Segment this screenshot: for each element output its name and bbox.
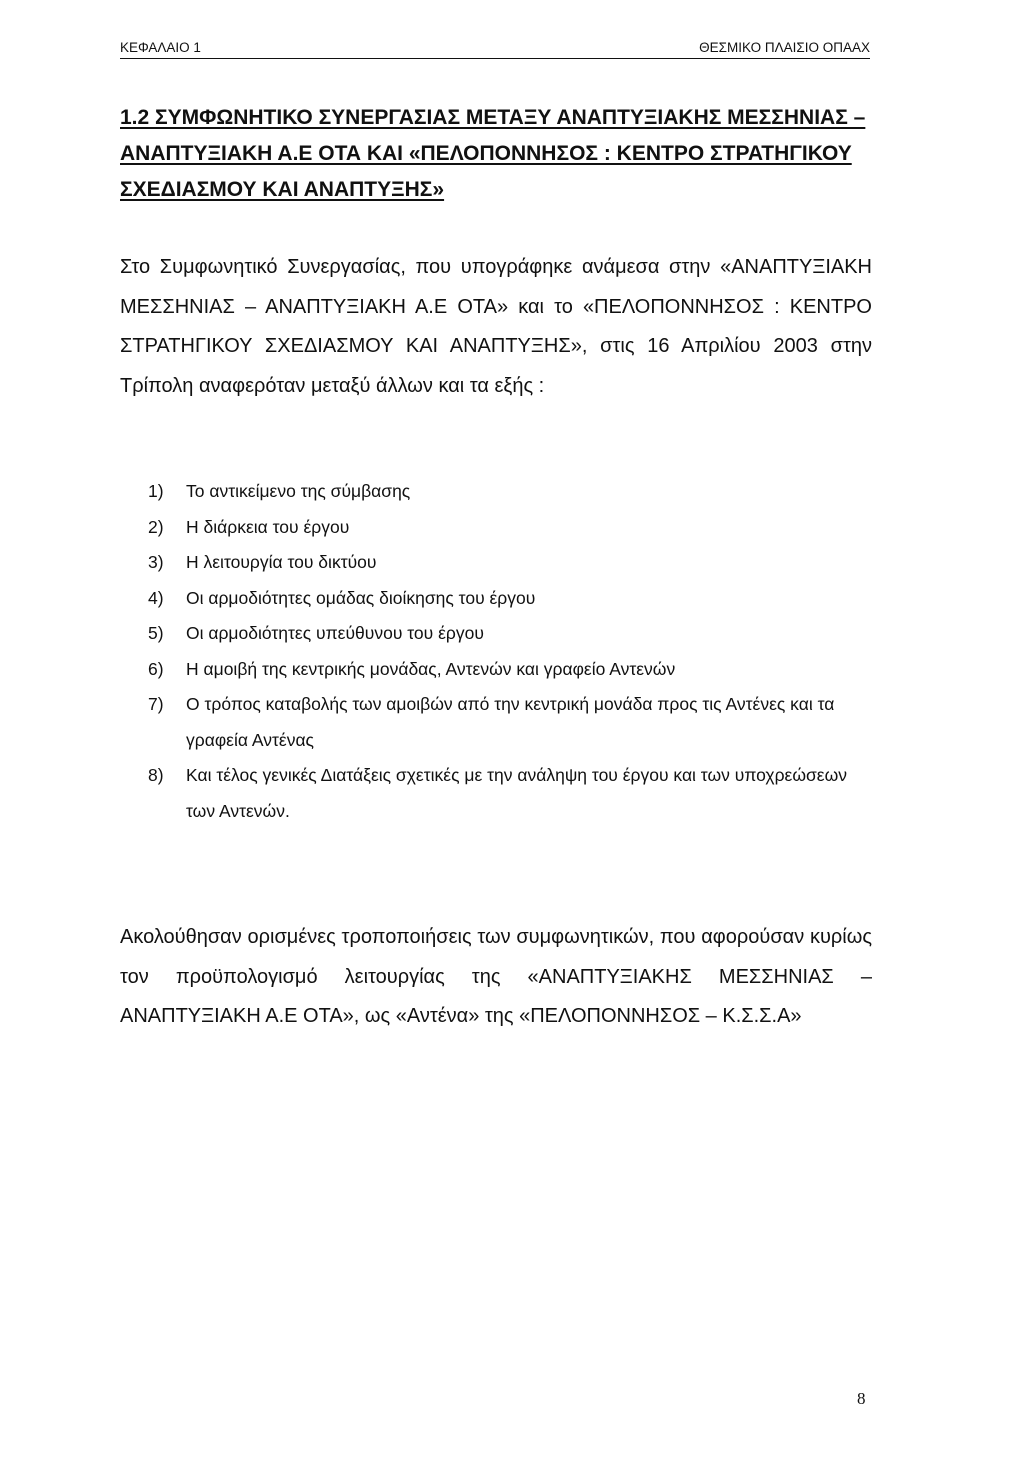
list-item (148, 510, 878, 546)
list-item-text: Η λειτουργία του δικτύου (186, 552, 377, 572)
list-item-text: Οι αρμοδιότητες υπεύθυνου του έργου (186, 623, 484, 643)
list-item (148, 545, 878, 581)
list-item-text: Ο τρόπος καταβολής των αμοιβών από την κεντρική μονάδα προς τις Αντένες και τα γραφεία Αντένας (186, 694, 835, 750)
closing-paragraph: Ακολούθησαν ορισμένες τροποποιήσεις των συμφωνητικών, που αφορούσαν κυρίως τον προϋπολογισμό λειτουργίας της «ΑΝΑΠΤΥΞΙΑΚΗΣ ΜΕΣΣΗΝΙΑΣ – ΑΝΑΠΤΥΞΙΑΚΗ Α.Ε ΟΤΑ», ως «Αντένα» της «ΠΕΛΟΠΟΝΝΗΣΟΣ – Κ.Σ.Σ.Α» (120, 926, 872, 1027)
page-number: 8 (857, 1389, 866, 1408)
header-section-title: ΘΕΣΜΙΚΟ ΠΛΑΙΣΙΟ ΟΠΑΑΧ (699, 40, 870, 55)
intro-paragraph: Στο Συμφωνητικό Συνεργασίας, που υπογράφηκε ανάμεσα στην «ΑΝΑΠΤΥΞΙΑΚΗ ΜΕΣΣΗΝΙΑΣ – ΑΝΑΠΤΥΞΙΑΚΗ Α.Ε ΟΤΑ» και το «ΠΕΛΟΠΟΝΝΗΣΟΣ : ΚΕΝΤΡΟ ΣΤΡΑΤΗΓΙΚΟΥ ΣΧΕΔΙΑΣΜΟΥ ΚΑΙ ΑΝΑΠΤΥΞΗΣ», στις 16 Απριλίου 2003 στην Τρίπολη αναφερόταν μεταξύ άλλων και τα εξής : (120, 256, 872, 397)
list-item-text: Και τέλος γενικές Διατάξεις σχετικές με την ανάληψη του έργου και των υποχρεώσεων των Αντενών. (186, 765, 848, 821)
list-item (148, 652, 878, 688)
list-item (148, 687, 878, 758)
list-item (148, 581, 878, 617)
list-item-number: 8) (148, 765, 164, 785)
section-heading: 1.2 ΣΥΜΦΩΝΗΤΙΚΟ ΣΥΝΕΡΓΑΣΙΑΣ ΜΕΤΑΞΥ ΑΝΑΠΤΥΞΙΑΚΗΣ ΜΕΣΣΗΝΙΑΣ – ΑΝΑΠΤΥΞΙΑΚΗ Α.Ε ΟΤΑ ΚΑΙ «ΠΕΛΟΠΟΝΝΗΣΟΣ : ΚΕΝΤΡΟ ΣΤΡΑΤΗΓΙΚΟΥ ΣΧΕΔΙΑΣΜΟΥ ΚΑΙ ΑΝΑΠΤΥΞΗΣ» (120, 106, 866, 201)
list-item-number: 1) (148, 481, 164, 501)
list-item-number: 4) (148, 587, 164, 608)
list-item (148, 616, 878, 652)
list-item (148, 474, 878, 510)
list-item-number: 6) (148, 658, 164, 679)
page-header (120, 36, 870, 59)
list-item-text: Η διάρκεια του έργου (186, 516, 350, 537)
list-item-text: Το αντικείμενο της σύμβασης (186, 481, 411, 501)
list-item-number: 7) (148, 694, 164, 714)
list-item (148, 758, 878, 829)
list-item-number: 2) (148, 516, 164, 537)
header-chapter: ΚΕΦΑΛΑΙΟ 1 (120, 40, 201, 55)
list-item-text: Οι αρμοδιότητες ομάδας διοίκησης του έργου (186, 587, 536, 608)
list-item-number: 5) (148, 623, 164, 643)
list-item-number: 3) (148, 552, 164, 572)
list-item-text: Η αμοιβή της κεντρικής μονάδας, Αντενών και γραφείο Αντενών (186, 658, 676, 679)
contract-items-list (148, 474, 878, 829)
